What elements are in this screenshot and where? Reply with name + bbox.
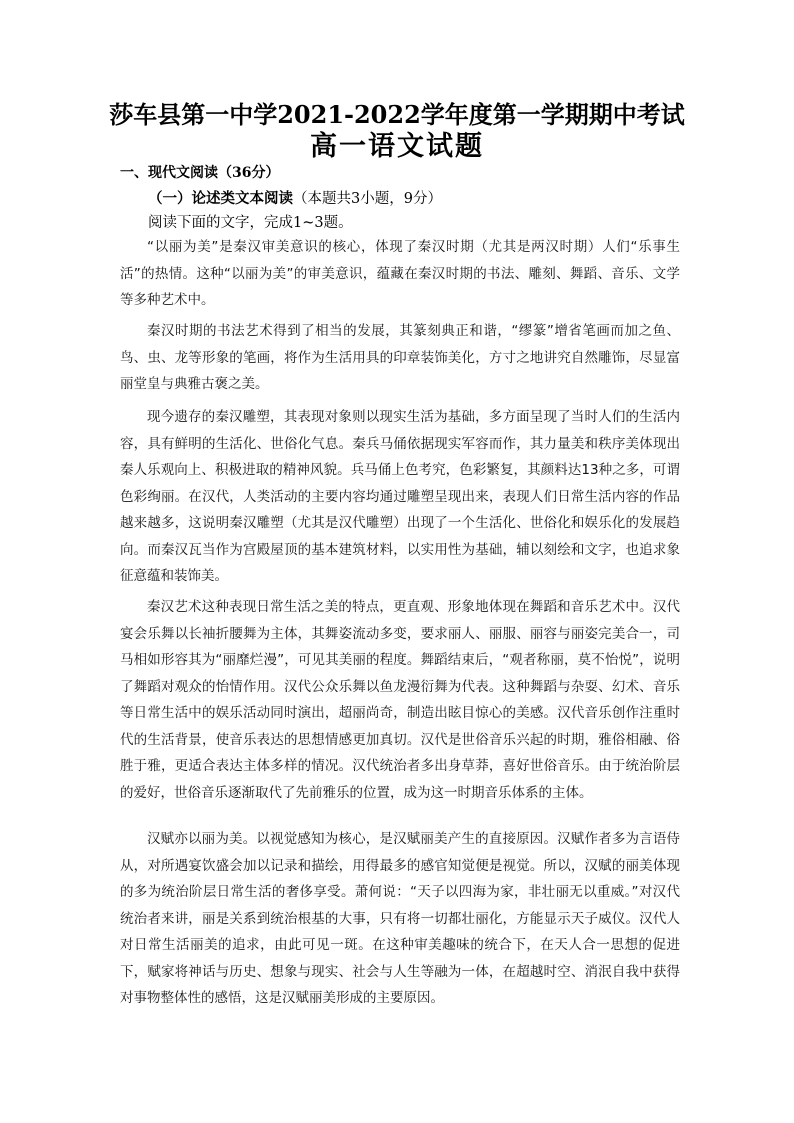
article-paragraph-4: 秦汉艺术这种表现日常生活之美的特点，更直观、形象地体现在舞蹈和音乐艺术中。汉代宴会乐舞以长袖折腰舞为主体，其舞姿流动多变，要求丽人、丽服、丽容与丽姿完美合一，司马相如形容其为“丽靡烂漫”，可见其美丽的程度。舞蹈结束后，“观者称丽，莫不怡悦”，说明了舞蹈对观众的怡情作用。汉代公众乐舞以鱼龙漫衍舞为代表。这种舞蹈与杂耍、幻术、音乐等日常生活中的娱乐活动同时演出，超丽尚奇，制造出眩目惊心的美感。汉代音乐创作注重时代的生活背景，使音乐表达的思想情感更加真切。汉代是世俗音乐兴起的时期，雅俗相融、俗胜于雅，更适合表达主体多样的情况。汉代统治者多出身草莽，喜好世俗音乐。由于统治阶层的爱好，世俗音乐逐渐取代了先前雅乐的位置，成为这一时期音乐体系的主体。	[120, 599, 680, 801]
article-paragraph-3: 现今遗存的秦汉雕塑，其表现对象则以现实生活为基础，多方面呈现了当时人们的生活内容，具有鲜明的生活化、世俗化气息。秦兵马俑依据现实军容而作，其力量美和秩序美体现出秦人乐观向上、积极进取的精神风貌。兵马俑上色考究，色彩繁复，其颜料达13种之多，可谓色彩绚丽。在汉代，人类活动的主要内容均通过雕塑呈现出来，表现人们日常生活内容的作品越来越多，这说明秦汉雕塑（尤其是汉代雕塑）出现了一个生活化、世俗化和娱乐化的发展趋向。而秦汉瓦当作为宫殿屋顶的基本建筑材料，以实用性为基础，辅以刻绘和文字，也追求象征意蕴和装饰美。	[120, 409, 680, 584]
section-heading: 一、现代文阅读（36分）	[120, 165, 280, 181]
article-paragraph-5: 汉赋亦以丽为美。以视觉感知为核心，是汉赋丽美产生的直接原因。汉赋作者多为言语侍从，对所遇宴饮盛会加以记录和描绘，用得最多的感官知觉便是视觉。所以，汉赋的丽美体现的多为统治阶层日常生活的奢侈享受。萧何说：“天子以四海为家，非壮丽无以重威。”对汉代统治者来讲，丽是关系到统治根基的大事，只有将一切都壮丽化，方能显示天子威仪。汉代人对日常生活丽美的追求，由此可见一斑。在这种审美趣味的统合下，在天人合一思想的促进下，赋家将神话与历史、想象与现实、社会与人生等融为一体，在超越时空、消泯自我中获得对事物整体性的感悟，这是汉赋丽美形成的主要原因。	[120, 831, 680, 1006]
subsection-heading	[148, 188, 442, 210]
exam-subject-title: 高一语文试题	[310, 131, 484, 162]
reading-instruction: 阅读下面的文字，完成1~3题。	[148, 215, 353, 231]
subsection-note: （本题共3小题，9分）	[293, 191, 442, 207]
subsection-label: （一）论述类文本阅读	[148, 190, 293, 207]
article-paragraph-1: “以丽为美”是秦汉审美意识的核心，体现了秦汉时期（尤其是两汉时期）人们“乐事生活”的热情。这种“以丽为美”的审美意识，蕴藏在秦汉时期的书法、雕刻、舞蹈、音乐、文学等多种艺术中。	[120, 239, 680, 308]
school-exam-title: 莎车县第一中学2021-2022学年度第一学期期中考试	[109, 100, 685, 129]
article-paragraph-2: 秦汉时期的书法艺术得到了相当的发展，其篆刻典正和谐，“缪篆”增省笔画而加之鱼、鸟、虫、龙等形象的笔画，将作为生活用具的印章装饰美化，方寸之地讲究自然雕饰，尽显富丽堂皇与典雅古褒之美。	[120, 323, 680, 392]
